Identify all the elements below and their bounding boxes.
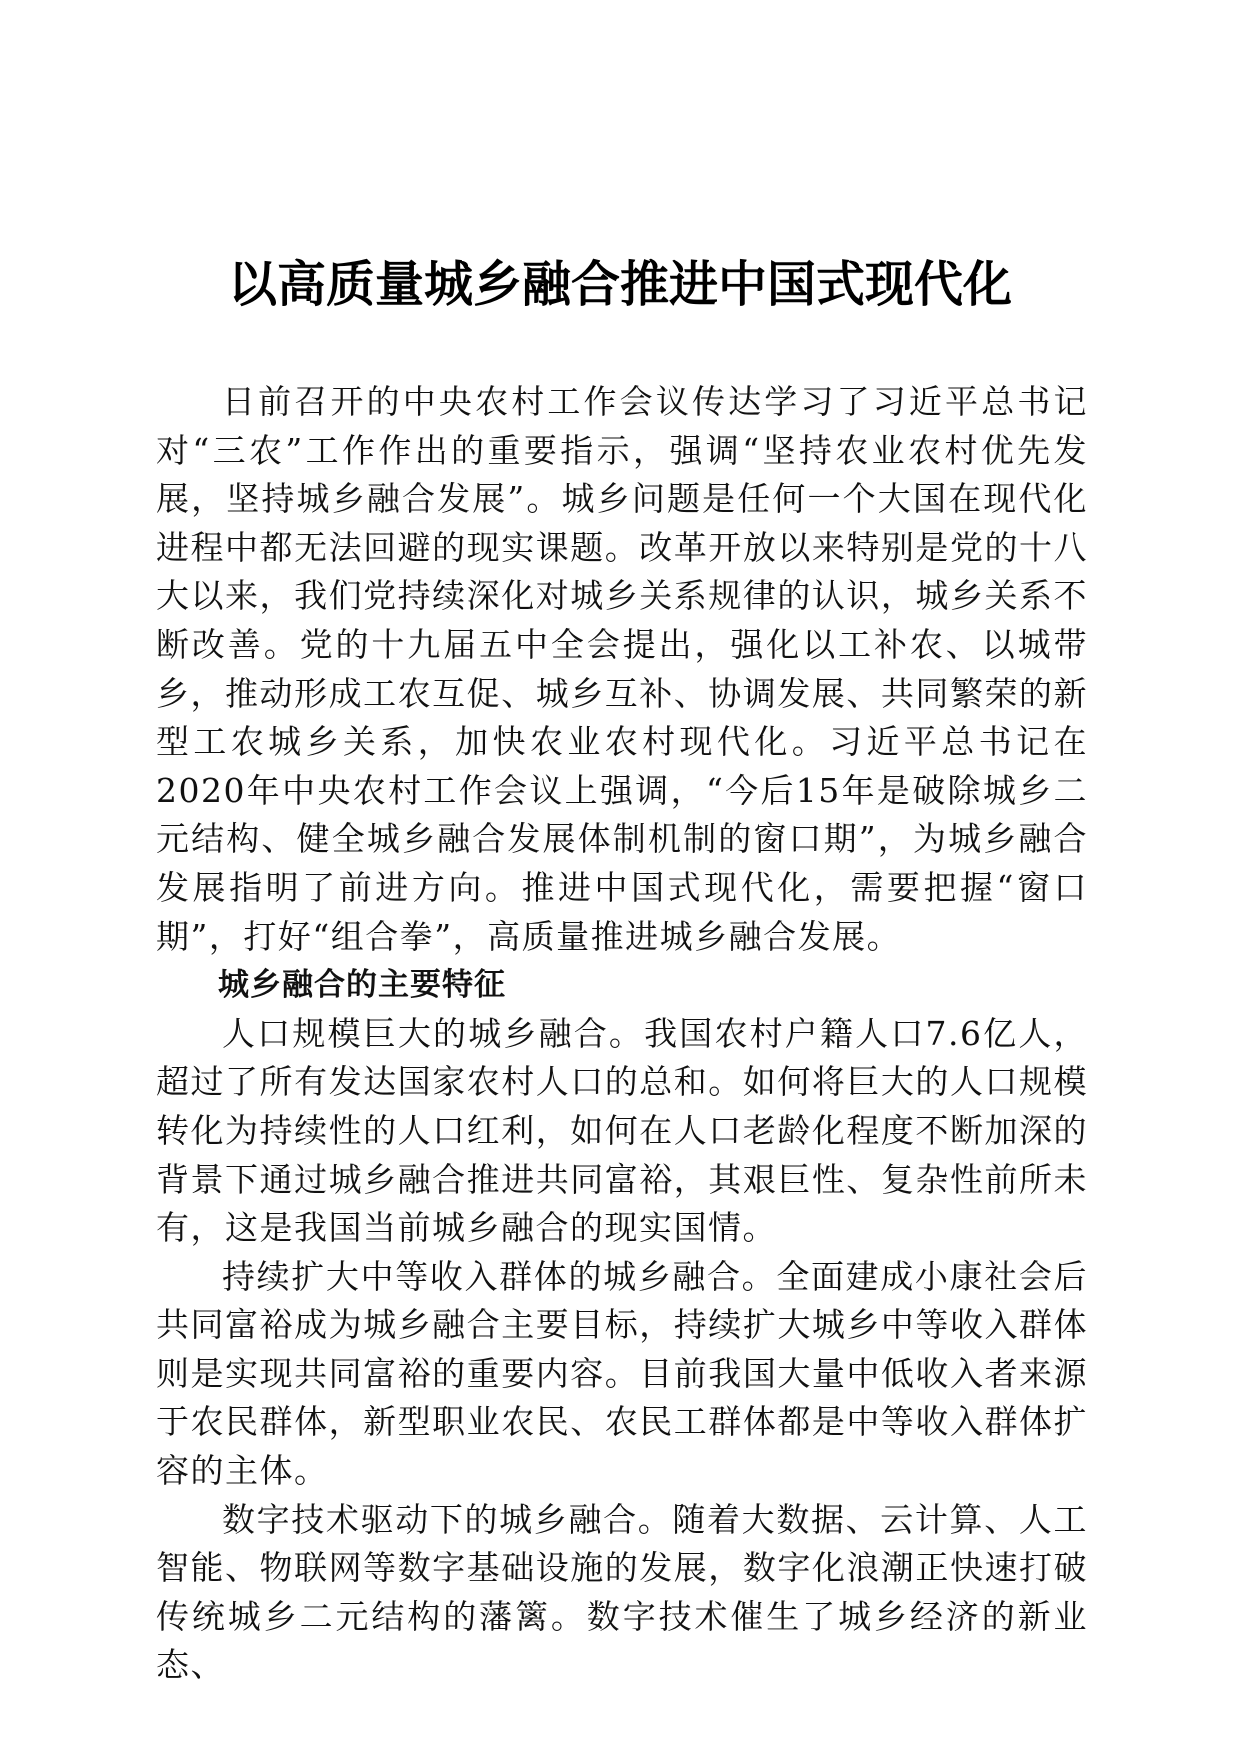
document-body — [156, 378, 1088, 1690]
document-title: 以高质量城乡融合推进中国式现代化 — [227, 255, 1012, 313]
intro-paragraph: 日前召开的中央农村工作会议传达学习了习近平总书记对“三农”工作作出的重要指示，强调“坚持农业农村优先发展，坚持城乡融合发展”。城乡问题是任何一个大国在现代化进程中都无法回避的现实课题。改革开放以来特别是党的十八大以来，我们党持续深化对城乡关系规律的认识，城乡关系不断改善。党的十九届五中全会提出，强化以工补农、以城带乡，推动形成工农互促、城乡互补、协调发展、共同繁荣的新型工农城乡关系，加快农业农村现代化。习近平总书记在2020年中央农村工作会议上强调，“今后15年是破除城乡二元结构、健全城乡融合发展体制机制的窗口期”，为城乡融合发展指明了前进方向。推进中国式现代化，需要把握“窗口期”，打好“组合拳”，高质量推进城乡融合发展。 — [156, 382, 1088, 956]
section-heading: 城乡融合的主要特征 — [218, 967, 506, 1004]
paragraph-digital: 数字技术驱动下的城乡融合。随着大数据、云计算、人工智能、物联网等数字基础设施的发展，数字化浪潮正快速打破传统城乡二元结构的藩篱。数字技术催生了城乡经济的新业态、 — [156, 1499, 1088, 1685]
paragraph-middle-income: 持续扩大中等收入群体的城乡融合。全面建成小康社会后共同富裕成为城乡融合主要目标，持续扩大城乡中等收入群体则是实现共同富裕的重要内容。目前我国大量中低收入者来源于农民群体，新型职业农民、农民工群体都是中等收入群体扩容的主体。 — [156, 1256, 1088, 1491]
paragraph-population: 人口规模巨大的城乡融合。我国农村户籍人口7.6亿人，超过了所有发达国家农村人口的总和。如何将巨大的人口规模转化为持续性的人口红利，如何在人口老龄化程度不断加深的背景下通过城乡融合推进共同富裕，其艰巨性、复杂性前所未有，这是我国当前城乡融合的现实国情。 — [156, 1013, 1088, 1248]
